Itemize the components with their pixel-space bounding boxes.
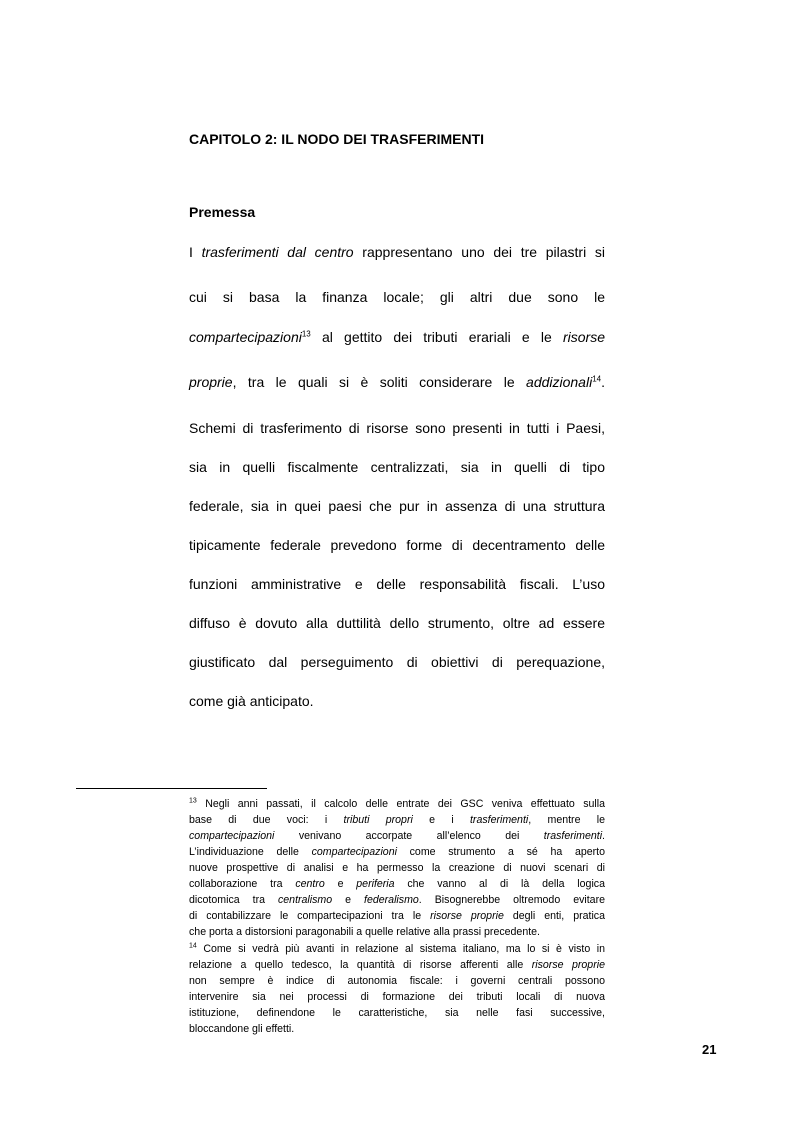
paragraph-line: giustificato dal perseguimento di obiettivi di perequazione, <box>189 654 605 670</box>
footnote-line: $^{13}$ Negli anni passati, il calcolo delle entrate dei GSC veniva effettuato sulla <box>189 797 605 810</box>
footnote-line: base di due voci: i tributi propri e i trasferimenti, mentre le <box>189 814 606 826</box>
footnote-line: di contabilizzare le compartecipazioni tra le risorse proprie degli enti, pratica <box>189 910 605 922</box>
paragraph-line: federale, sia in quei paesi che pur in assenza di una struttura <box>189 498 605 514</box>
paragraph-line: funzioni amministrative e delle responsabilità fiscali. L’uso <box>189 576 605 592</box>
chapter-title: CAPITOLO 2: IL NODO DEI TRASFERIMENTI <box>189 131 485 147</box>
paragraph-line: compartecipazioni$^{13}$ al gettito dei tributi erariali e le risorse <box>189 329 605 345</box>
footnote-ref-14: 14 <box>592 374 602 384</box>
paragraph-line: tipicamente federale prevedono forme di decentramento delle <box>189 537 605 553</box>
paragraph-line: sia in quelli fiscalmente centralizzati, sia in quelli di tipo <box>189 459 605 475</box>
footnote-number: 13 <box>189 797 197 805</box>
footnote-ref-13: 13 <box>301 329 311 339</box>
page-number: 21 <box>702 1042 717 1057</box>
footnote-line: che porta a distorsioni paragonabili a quelle relative alla prassi precedente. <box>189 926 540 938</box>
footnote-separator <box>76 788 267 789</box>
paragraph-line: diffuso è dovuto alla duttilità dello strumento, oltre ad essere <box>189 615 605 631</box>
footnote-number: 14 <box>189 942 197 950</box>
footnote-line: collaborazione tra centro e periferia che vanno al di là della logica <box>189 878 605 890</box>
footnote-line: nuove prospettive di analisi e ha permesso la creazione di nuovi scenari di <box>189 862 605 874</box>
footnote-line: L’individuazione delle compartecipazioni come strumento a sé ha aperto <box>189 846 605 858</box>
paragraph-line: come già anticipato. <box>189 693 314 709</box>
paragraph-line: cui si basa la finanza locale; gli altri due sono le <box>189 289 605 305</box>
footnote-line: bloccandone gli effetti. <box>189 1023 295 1035</box>
paragraph-line: I trasferimenti dal centro rappresentano uno dei tre pilastri si <box>189 244 606 260</box>
paragraph-line: Schemi di trasferimento di risorse sono presenti in tutti i Paesi, <box>189 420 605 436</box>
footnote-line: $^{14}$ Come si vedrà più avanti in relazione al sistema italiano, ma lo si è visto in <box>189 942 605 955</box>
footnote-line: dicotomica tra centralismo e federalismo. Bisognerebbe oltremodo evitare <box>189 894 605 906</box>
footnote-line: relazione a quello tedesco, la quantità di risorse afferenti alle risorse proprie <box>189 959 605 971</box>
footnote-line: intervenire sia nei processi di formazione dei tributi locali di nuova <box>189 991 605 1003</box>
footnote-line: istituzione, definendone le caratteristiche, sia nelle fasi successive, <box>189 1007 605 1019</box>
section-title: Premessa <box>189 204 256 220</box>
paragraph-line: proprie, tra le quali si è soliti considerare le addizionali$^{14}$. <box>189 374 605 390</box>
footnote-line: non sempre è indice di autonomia fiscale: i governi centrali possono <box>189 975 605 987</box>
footnote-line: compartecipazioni venivano accorpate all’elenco dei trasferimenti. <box>189 830 605 842</box>
